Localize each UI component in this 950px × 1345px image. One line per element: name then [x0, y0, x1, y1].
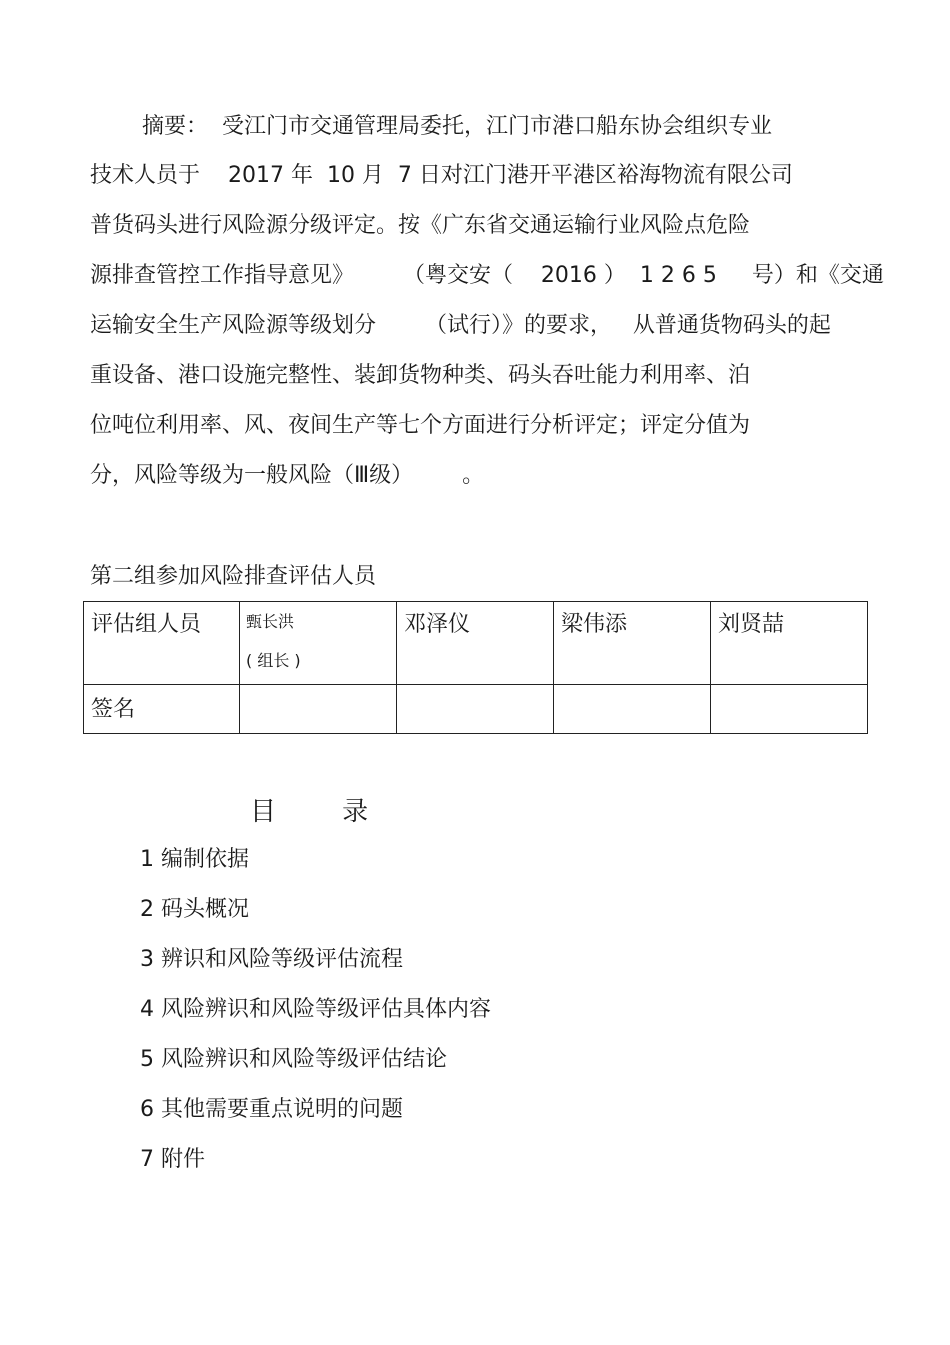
- abstract-line: 位吨位利用率、风、夜间生产等七个方面进行分析评定；评定分值为: [90, 413, 751, 438]
- row-label: 签名: [91, 697, 136, 722]
- member-cell: [554, 602, 711, 685]
- toc-item: 4 风险辨识和风险等级评估具体内容: [140, 997, 491, 1022]
- row-label: 评估组人员: [91, 612, 202, 637]
- signature-cell: [240, 685, 397, 734]
- signature-cell: [397, 685, 554, 734]
- member-name: 甄长洪: [246, 612, 295, 631]
- staff-table: [83, 601, 868, 734]
- toc-item: 3 辨识和风险等级评估流程: [140, 947, 403, 972]
- member-cell: [397, 602, 554, 685]
- abstract-line: 分，风险等级为一般风险（Ⅲ级） 。: [90, 463, 485, 488]
- signature-row: [84, 685, 868, 734]
- member-note: ( 组长 ): [246, 651, 301, 670]
- staff-row: [84, 602, 868, 685]
- signature-cell: [711, 685, 868, 734]
- abstract-line: 摘要： 受江门市交通管理局委托，江门市港口船东协会组织专业: [142, 114, 772, 139]
- row-label-cell: [84, 602, 240, 685]
- toc-item: 2 码头概况: [140, 897, 249, 922]
- staff-section-title: 第二组参加风险排查评估人员: [90, 564, 377, 589]
- toc-item: 6 其他需要重点说明的问题: [140, 1097, 403, 1122]
- abstract-line: 重设备、港口设施完整性、装卸货物种类、码头吞吐能力利用率、泊: [90, 363, 751, 388]
- signature-cell: [554, 685, 711, 734]
- abstract-line: 技术人员于 2017 年 10 月 7 日对江门港开平港区裕海物流有限公司: [90, 163, 793, 188]
- row-label-cell: [84, 685, 240, 734]
- toc-item: 5 风险辨识和风险等级评估结论: [140, 1047, 447, 1072]
- abstract-line: 运输安全生产风险源等级划分 （试行）》的要求， 从普通货物码头的起: [90, 313, 831, 338]
- member-name: 刘贤喆: [718, 612, 785, 637]
- member-cell: [711, 602, 868, 685]
- member-cell: [240, 602, 397, 685]
- toc-item: 7 附件: [140, 1147, 205, 1172]
- toc-heading: 目 录: [250, 797, 369, 827]
- member-name: 邓泽仪: [404, 612, 471, 637]
- abstract-line: 普货码头进行风险源分级评定。按《广东省交通运输行业风险点危险: [90, 213, 751, 238]
- member-name: 梁伟添: [561, 612, 628, 637]
- abstract-line: 源排查管控工作指导意见》 （粤交安（ 2016 ） 1 2 6 5 号）和《交通: [90, 263, 884, 288]
- toc-item: 1 编制依据: [140, 847, 249, 872]
